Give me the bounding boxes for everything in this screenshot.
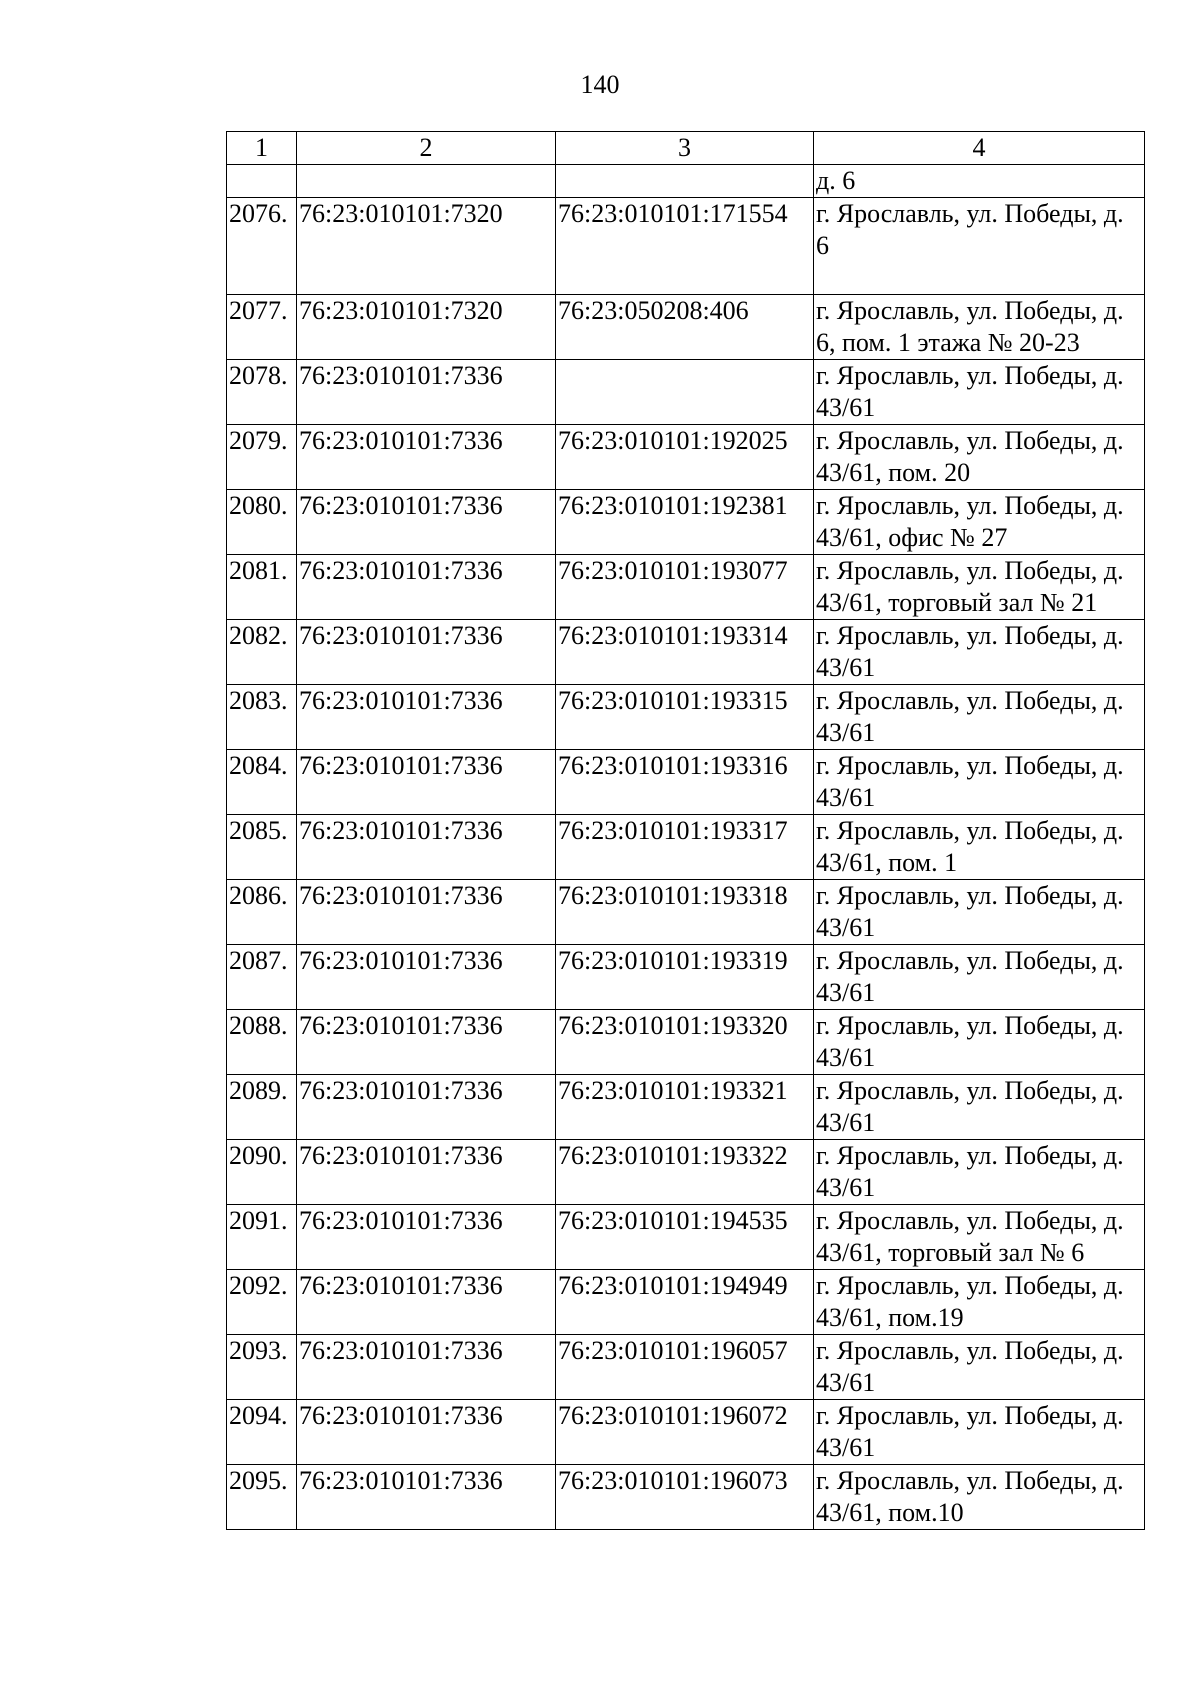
cadastral-parcel-cell: 76:23:010101:7336 [297, 425, 556, 490]
cadastral-object-cell: 76:23:050208:406 [556, 295, 814, 360]
address-cell: г. Ярославль, ул. Победы, д. 43/61, пом.10 [814, 1465, 1145, 1530]
cadastral-parcel-cell: 76:23:010101:7336 [297, 750, 556, 815]
row-number-cell: 2093. [227, 1335, 297, 1400]
address-cell: г. Ярославль, ул. Победы, д. 43/61 [814, 1400, 1145, 1465]
row-number-cell: 2092. [227, 1270, 297, 1335]
cadastral-object-cell: 76:23:010101:193321 [556, 1075, 814, 1140]
cadastral-parcel-cell: 76:23:010101:7336 [297, 1205, 556, 1270]
table-row [227, 1010, 1145, 1075]
table-row [227, 1400, 1145, 1465]
header-col-3: 3 [556, 132, 814, 165]
row-number-cell: 2091. [227, 1205, 297, 1270]
address-cell: г. Ярославль, ул. Победы, д. 43/61 [814, 750, 1145, 815]
address-cell: г. Ярославль, ул. Победы, д. 43/61, торговый зал № 6 [814, 1205, 1145, 1270]
row-number-cell: 2087. [227, 945, 297, 1010]
row-number-cell: 2081. [227, 555, 297, 620]
address-cell: г. Ярославль, ул. Победы, д. 43/61 [814, 1075, 1145, 1140]
row-number-cell: 2089. [227, 1075, 297, 1140]
table-row [227, 295, 1145, 360]
cadastral-parcel-cell: 76:23:010101:7336 [297, 1010, 556, 1075]
address-cell: г. Ярославль, ул. Победы, д. 43/61 [814, 620, 1145, 685]
row-number-cell: 2084. [227, 750, 297, 815]
address-cell: г. Ярославль, ул. Победы, д. 43/61 [814, 880, 1145, 945]
table-row [227, 1270, 1145, 1335]
address-cell: г. Ярославль, ул. Победы, д. 43/61, офис № 27 [814, 490, 1145, 555]
header-row [227, 132, 1145, 165]
cadastral-object-cell [556, 360, 814, 425]
row-number-cell: 2077. [227, 295, 297, 360]
cadastral-parcel-cell: 76:23:010101:7336 [297, 945, 556, 1010]
table-row [227, 198, 1145, 295]
cadastral-parcel-cell: 76:23:010101:7336 [297, 1400, 556, 1465]
cadastral-parcel-cell: 76:23:010101:7336 [297, 620, 556, 685]
address-cell: г. Ярославль, ул. Победы, д. 43/61 [814, 1335, 1145, 1400]
address-cell: г. Ярославль, ул. Победы, д. 6 [814, 198, 1145, 295]
cadastral-parcel-cell: 76:23:010101:7320 [297, 295, 556, 360]
row-number-cell: 2078. [227, 360, 297, 425]
cadastral-parcel-cell [297, 165, 556, 198]
row-number-cell [227, 165, 297, 198]
address-cell: г. Ярославль, ул. Победы, д. 43/61, торговый зал № 21 [814, 555, 1145, 620]
table-row [227, 1140, 1145, 1205]
row-number-cell: 2082. [227, 620, 297, 685]
cadastral-parcel-cell: 76:23:010101:7336 [297, 880, 556, 945]
cadastral-object-cell: 76:23:010101:193318 [556, 880, 814, 945]
cadastral-object-cell: 76:23:010101:196057 [556, 1335, 814, 1400]
table-row [227, 685, 1145, 750]
cadastral-parcel-cell: 76:23:010101:7336 [297, 360, 556, 425]
table-row [227, 1075, 1145, 1140]
table-row [227, 945, 1145, 1010]
cadastral-object-cell: 76:23:010101:193077 [556, 555, 814, 620]
table-row [227, 360, 1145, 425]
table-row [227, 815, 1145, 880]
address-cell: г. Ярославль, ул. Победы, д. 43/61, пом.19 [814, 1270, 1145, 1335]
cadastral-parcel-cell: 76:23:010101:7336 [297, 1270, 556, 1335]
row-number-cell: 2086. [227, 880, 297, 945]
cadastral-object-cell: 76:23:010101:196072 [556, 1400, 814, 1465]
table-row [227, 1335, 1145, 1400]
table-header [227, 132, 1145, 165]
cadastral-object-cell: 76:23:010101:193317 [556, 815, 814, 880]
address-cell: г. Ярославль, ул. Победы, д. 43/61 [814, 1010, 1145, 1075]
cadastral-parcel-cell: 76:23:010101:7336 [297, 555, 556, 620]
header-col-2: 2 [297, 132, 556, 165]
row-number-cell: 2095. [227, 1465, 297, 1530]
address-cell: г. Ярославль, ул. Победы, д. 6, пом. 1 этажа № 20-23 [814, 295, 1145, 360]
row-number-cell: 2076. [227, 198, 297, 295]
address-cell: г. Ярославль, ул. Победы, д. 43/61, пом. 20 [814, 425, 1145, 490]
cadastral-object-cell: 76:23:010101:193322 [556, 1140, 814, 1205]
table-row [227, 620, 1145, 685]
row-number-cell: 2094. [227, 1400, 297, 1465]
cadastral-object-cell: 76:23:010101:193319 [556, 945, 814, 1010]
cadastral-parcel-cell: 76:23:010101:7336 [297, 1465, 556, 1530]
table-row [227, 425, 1145, 490]
cadastral-object-cell: 76:23:010101:194949 [556, 1270, 814, 1335]
row-number-cell: 2085. [227, 815, 297, 880]
address-cell: г. Ярославль, ул. Победы, д. 43/61 [814, 1140, 1145, 1205]
cadastral-parcel-cell: 76:23:010101:7320 [297, 198, 556, 295]
cadastral-parcel-cell: 76:23:010101:7336 [297, 1140, 556, 1205]
cadastral-object-cell: 76:23:010101:192025 [556, 425, 814, 490]
cadastral-object-cell [556, 165, 814, 198]
cadastral-object-cell: 76:23:010101:196073 [556, 1465, 814, 1530]
table-row [227, 490, 1145, 555]
header-col-1: 1 [227, 132, 297, 165]
row-number-cell: 2083. [227, 685, 297, 750]
table-row [227, 555, 1145, 620]
row-number-cell: 2079. [227, 425, 297, 490]
registry-table [226, 131, 1145, 1530]
header-col-4: 4 [814, 132, 1145, 165]
cadastral-object-cell: 76:23:010101:192381 [556, 490, 814, 555]
cadastral-object-cell: 76:23:010101:193320 [556, 1010, 814, 1075]
table-row [227, 880, 1145, 945]
row-number-cell: 2090. [227, 1140, 297, 1205]
cadastral-object-cell: 76:23:010101:194535 [556, 1205, 814, 1270]
row-number-cell: 2088. [227, 1010, 297, 1075]
address-cell: г. Ярославль, ул. Победы, д. 43/61, пом. 1 [814, 815, 1145, 880]
cadastral-object-cell: 76:23:010101:193315 [556, 685, 814, 750]
address-cell: г. Ярославль, ул. Победы, д. 43/61 [814, 685, 1145, 750]
page-number: 140 [580, 70, 620, 99]
address-cell: г. Ярославль, ул. Победы, д. 43/61 [814, 945, 1145, 1010]
cadastral-object-cell: 76:23:010101:193316 [556, 750, 814, 815]
cadastral-parcel-cell: 76:23:010101:7336 [297, 815, 556, 880]
row-number-cell: 2080. [227, 490, 297, 555]
table-row [227, 750, 1145, 815]
cadastral-parcel-cell: 76:23:010101:7336 [297, 1335, 556, 1400]
address-cell: г. Ярославль, ул. Победы, д. 43/61 [814, 360, 1145, 425]
table-body [227, 165, 1145, 1530]
cadastral-parcel-cell: 76:23:010101:7336 [297, 685, 556, 750]
cadastral-object-cell: 76:23:010101:171554 [556, 198, 814, 295]
address-cell: д. 6 [814, 165, 1145, 198]
cadastral-object-cell: 76:23:010101:193314 [556, 620, 814, 685]
table-row [227, 1465, 1145, 1530]
cadastral-parcel-cell: 76:23:010101:7336 [297, 1075, 556, 1140]
table-row [227, 165, 1145, 198]
table-row [227, 1205, 1145, 1270]
cadastral-parcel-cell: 76:23:010101:7336 [297, 490, 556, 555]
